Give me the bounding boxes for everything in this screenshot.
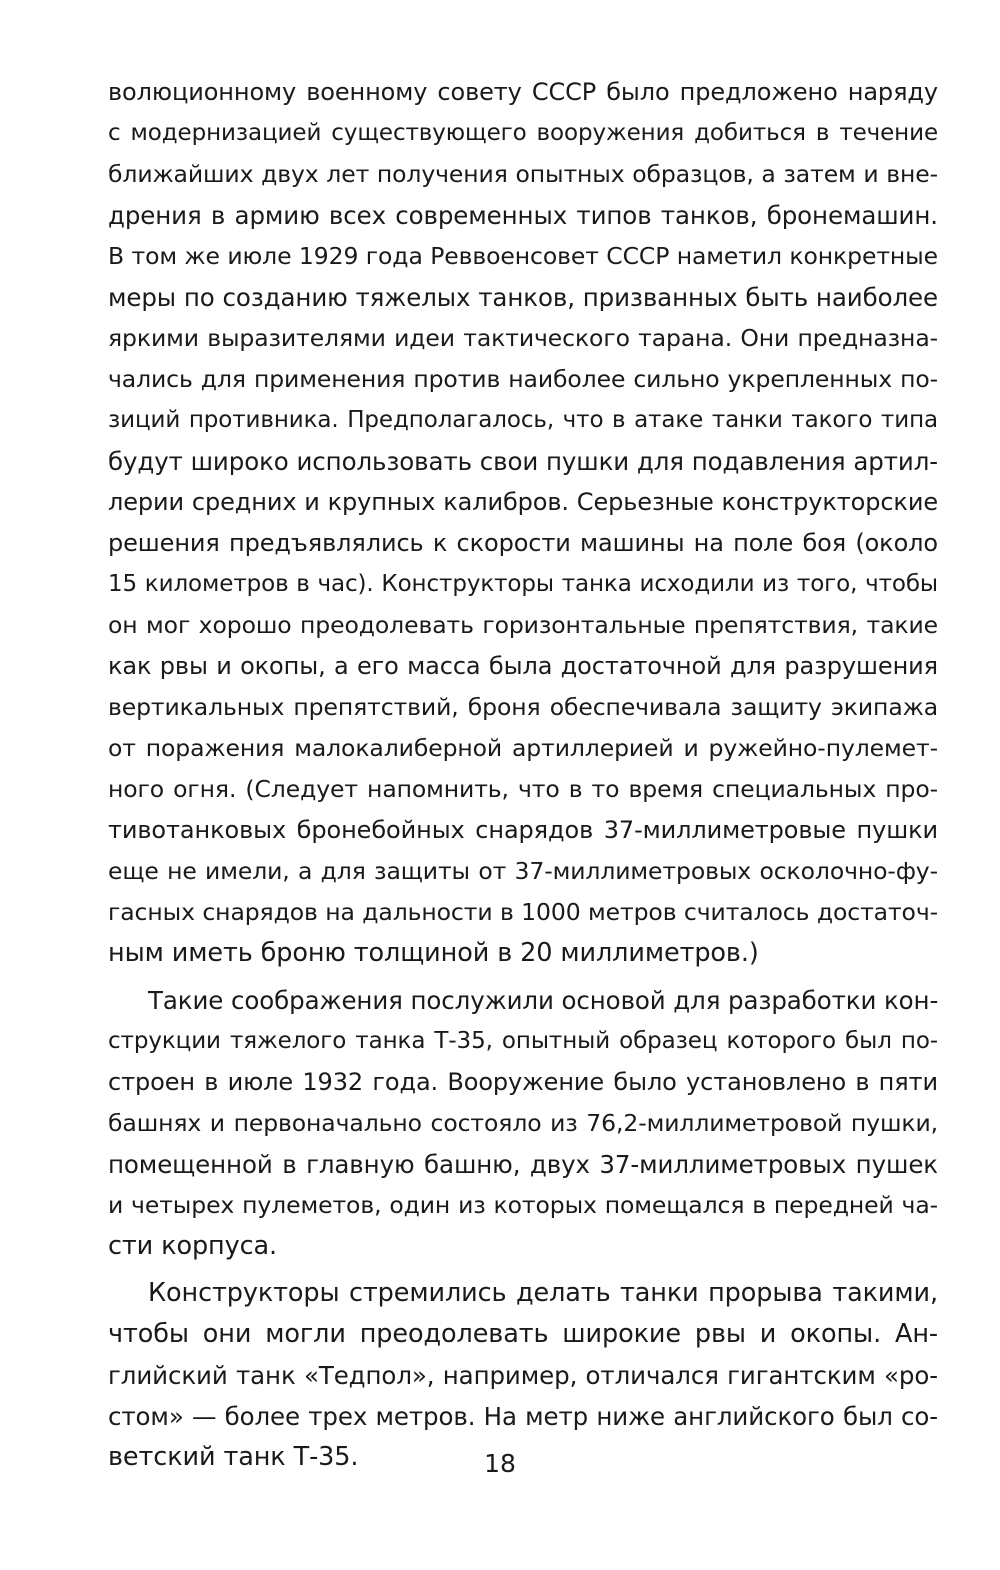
text-line: чтобы они могли преодолевать широкие рвы и окопы. Ан- [108,1319,938,1349]
text-line: решения предъявлялись к скорости машины на поле боя (около [108,529,938,557]
text-line: лерии средних и крупных калибров. Серьезные конструкторские [108,488,938,516]
text-line: 15 километров в час). Конструкторы танка исходили из того, чтобы [108,571,938,597]
page-number: 18 [484,1449,516,1478]
text-line: дрения в армию всех современных типов танков, бронемашин. [108,201,938,230]
text-line: строен в июле 1932 года. Вооружение было установлено в пяти [108,1068,938,1096]
text-line: помещенной в главную башню, двух 37-миллиметровых пушек [108,1150,938,1179]
text-line: яркими выразителями идеи тактического тарана. Они предназна- [108,324,938,352]
text-line: он мог хорошо преодолевать горизонтальные препятствия, такие [108,611,938,639]
text-line: ным иметь броню толщиной в 20 миллиметров.) [108,938,759,968]
text-line: глийский танк «Тедпол», например, отличался гигантским «ро- [108,1361,938,1390]
text-line: меры по созданию тяжелых танков, призванных быть наиболее [108,283,938,312]
text-line: и четырех пулеметов, один из которых помещался в передней ча- [108,1191,938,1219]
text-line: будут широко использовать свои пушки для подавления артил- [108,447,938,476]
text-line: стом» — более трех метров. На метр ниже английского был со- [108,1402,938,1431]
text-line: В том же июле 1929 года Реввоенсовет СССР наметил конкретные [108,242,938,270]
text-line: чались для применения против наиболее сильно укрепленных по- [108,365,938,393]
text-line: башнях и первоначально состояло из 76,2-миллиметровой пушки, [108,1109,938,1137]
text-line: ветский танк Т-35. [108,1442,359,1472]
body-text [108,72,938,1478]
text-line: с модернизацией существующего вооружения добиться в течение [108,120,938,146]
text-line: от поражения малокалиберной артиллерией и ружейно-пулемет- [108,734,938,762]
text-line: гасных снарядов на дальности в 1000 метров считалось достаточ- [108,898,938,926]
text-line: тивотанковых бронебойных снарядов 37-миллиметровые пушки [108,816,938,844]
text-line: ближайших двух лет получения опытных образцов, а затем и вне- [108,160,938,188]
text-line: еще не имели, а для защиты от 37-миллиметровых осколочно-фу- [108,857,938,885]
paragraph-1 [108,72,938,974]
text-line: как рвы и окопы, а его масса была достаточной для разрушения [108,652,938,680]
paragraph-3 [108,1273,938,1478]
text-line: волюционному военному совету СССР было предложено наряду [108,78,938,106]
text-line: зиций противника. Предполагалось, что в атаке танки такого типа [108,407,938,433]
text-line: вертикальных препятствий, броня обеспечивала защиту экипажа [108,693,938,721]
text-line: ного огня. (Следует напомнить, что в то время специальных про- [108,775,938,803]
text-line: сти корпуса. [108,1231,278,1261]
text-line: Такие соображения послужили основой для разработки кон- [148,986,939,1015]
paragraph-2 [108,980,938,1267]
text-line: Конструкторы стремились делать танки прорыва такими, [148,1278,938,1308]
text-line: струкции тяжелого танка Т-35, опытный образец которого был по- [108,1028,938,1054]
